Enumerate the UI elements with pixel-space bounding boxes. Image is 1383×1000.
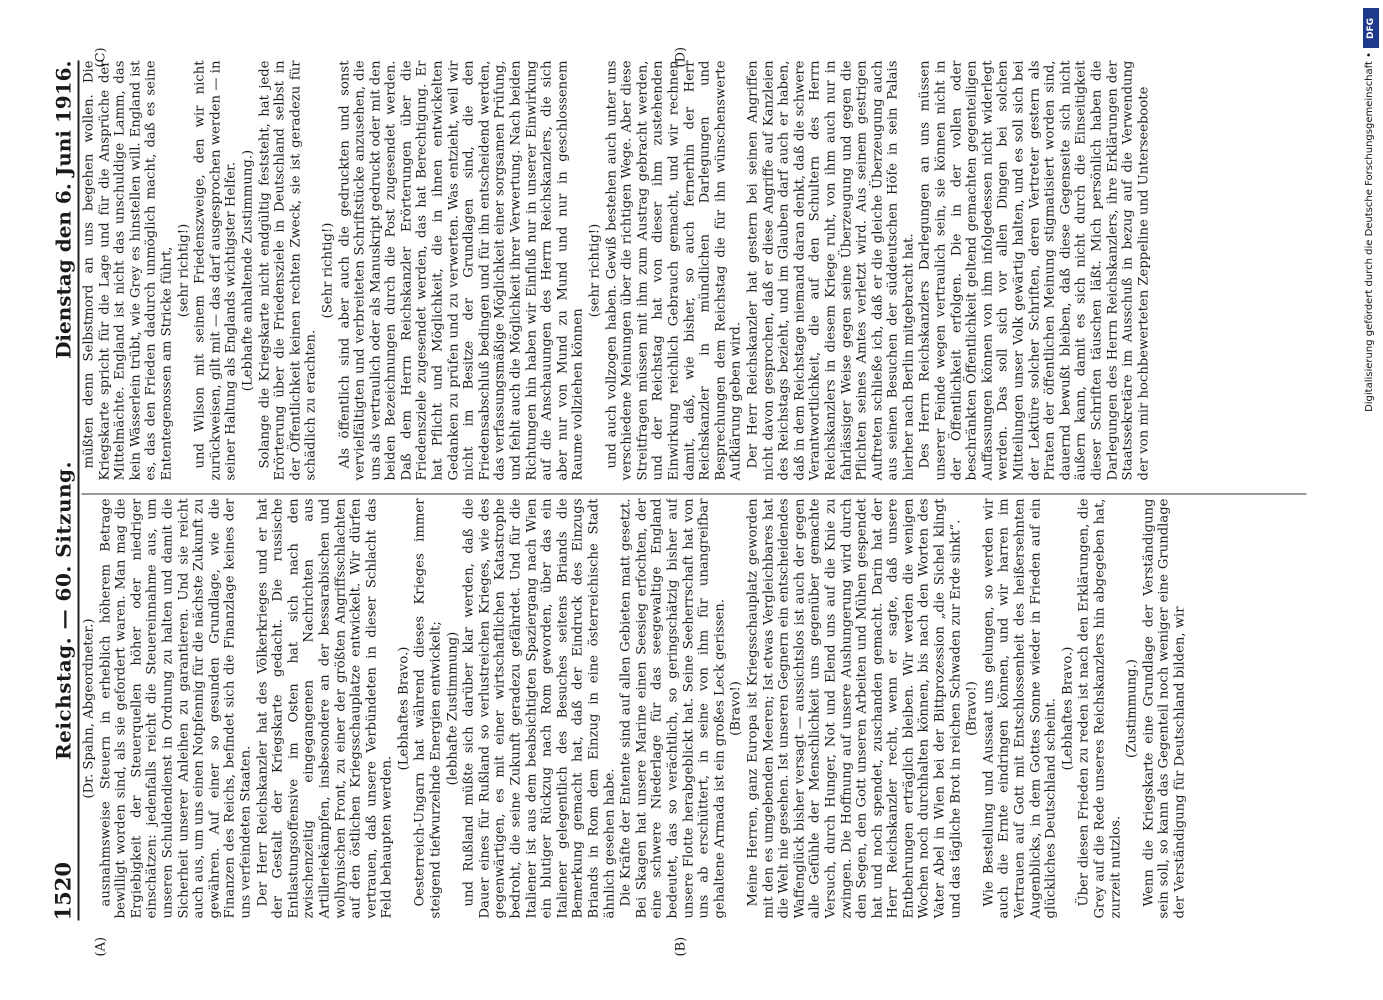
paragraph: Meine Herren, ganz Europa ist Kriegsschauplatz geworden mit den es umgebenden Meeren; Ist etwas Vergleichbares hat die Welt nie gesehen. Ist unseren Gegnern ein entscheidendes Waffenglück bisher versagt — aussichtslos ist auch der gegen alle Gefühle der Menschlichkeit uns gegenüber gemachte Versuch, durch Hunger, Not und Elend uns auf die Knie zu zwingen. Die Hoffnung auf unsere Aushungerung wird durch den Segen, den Gott unseren Arbeiten und Mühen gespendet hat und noch spendet, zuschanden gemacht. Darin hat der Herr Reichskanzler recht, wenn er sagte, daß unsere Entbehrungen erträglich bleiben. Wir werden die wenigen Wochen noch durchhalten können, bis nach den Worten des Vater Abel in Wien bei der Bittprozession „die Sichel klingt und das tägliche Brot in reichen Schwaden zur Erde sinkt“. xyxy=(744,498,963,919)
paragraph: (sehr richtig!) xyxy=(587,223,602,318)
paragraph: (Bravo!) xyxy=(964,681,980,736)
paragraph: Die Kräfte der Entente sind auf allen Gebieten matt gesetzt. Bei Skagen hat unsere Marine einen Seesieg erfochten, der eine schwere Niederlage für das seegewaltige England bedeutet, das so verächtlich, so geringschätzig bisher auf unsere Flotte herabgeblickt hat. Seine Seeherrschaft hat von uns ab erschüttert, in seine von ihm für unangreifbar gehaltene Armada ist ein großes Leck gerissen. xyxy=(618,498,727,919)
paragraph: (Bravo!) xyxy=(728,681,744,736)
paragraph: Wie Bestellung und Aussaat uns gelungen, so werden wir auch die Ernte eindringen können, und wir harren im Vertrauen auf Gott mit Entschlossenheit des heißersehnten Augenblicks, in dem Gottes Sonne wieder in Frieden auf ein glückliches Deutschland scheint. xyxy=(980,498,1059,919)
paragraph: Der Herr Reichskanzler hat des Völkerkrieges und er hat der Gestalt der Kriegskarte gedacht. Die russische Entlastungsoffensive im Osten hat sich nach den zwischenzeitig eingegangenen Nachrichten aus Artilleriekämpfen, insbesondere an der bessarabischen und wolhynischen Front, zu einer der größten Angriffsschlachten auf den östlichen Kriegsschauplatze entwickelt. Wir dürfen vertrauen, daß unsere Verbündeten in dieser Schlacht das Feld behaupten werden. xyxy=(254,498,395,919)
paragraph: (Zustimmung.) xyxy=(1124,659,1140,758)
paragraph: müßten denn Selbstmord an uns begehen wollen. Die Kriegskarte spricht für die Lage und für die Ansprüche der Mittelmächte. England ist nicht das unschuldige Lamm, das kein Wässerlein trübt, wie Grey es hinstellen will. England ist es, das den Frieden dadurch unmöglich macht, daß es seine Ententegenossen am Stricke führt, xyxy=(81,60,174,481)
paragraph: und auch vollzogen haben. Gewiß bestehen auch unter uns verschiedene Meinungen über die richtigen Wege. Aber diese Streitfragen müssen mit ihm zum Austrag gebracht werden, und der Reichstag hat von dieser ihm zustehenden Einwirkung reichlich Gebrauch gemacht, und wir rechnen damit, daß, wie bisher, so auch fernerhin der Herr Reichskanzler in mündlichen Darlegungen und Besprechungen dem Reichstag die für ihn wünschenswerte Aufklärung geben wird. xyxy=(603,60,744,481)
paragraph: und Rußland müßte sich darüber klar werden, daß die Dauer eines für Rußland so verlustreichen Krieges, wie des gegenwärtigen, es mit einer wirtschaftlichen Katastrophe bedroht, die seine Zukunft geradezu gefährdet. Und für die Italiener ist aus dem beabsichtigten Spaziergang nach Wien ein blutiger Rückzug nach Rom geworden, über das ein Italiener gelegentlich des Besuches seitens Briands die Bemerkung gemacht hat, daß der Eindruck des Einzugs Briands in Rom dem Einzug in eine österreichische Stadt ähnlich gesehen habe. xyxy=(461,498,617,919)
paragraph: Des Herrn Reichskanzlers Darlegungen an uns müssen unserer Feinde wegen vertraulich sein, sie können nicht in der Öffentlichkeit erfolgen. Die in der vollen oder beschränkten Öffentlichkeit geltend gemachten gegenteiligen Auffassungen können von ihm infolgedessen nicht widerlegt werden. Das soll sich vor allen Dingen bei solchen Mitteilungen unser Volk gewärtig halten, und es soll sich bei der Lektüre solcher Schriften, deren Vertreter gestern als Piraten der öffentlichen Meinung stigmatisiert worden sind, dauernd bewußt bleiben, daß diese Gegenseite sich nicht äußern kann, damit es sich nicht durch die Einseitigkeit dieser Schriften täuschen läßt. Mich persönlich haben die Darlegungen des Herrn Reichskanzlers, ihre Erklärungen der Staatssekretäre im Ausschuß in bezug auf die Verwendung der von mir hochbewerteten Zeppeline und Unterseeboote xyxy=(917,60,1151,481)
paragraph: (sehr richtig!) xyxy=(175,223,191,318)
margin-mark-c: (C) xyxy=(93,47,108,68)
document-page xyxy=(33,41,1318,961)
paragraph: (Lebhafte anhaltende Zustimmung.) xyxy=(239,149,255,392)
margin-mark-d: (D) xyxy=(673,46,688,68)
left-column xyxy=(81,499,1306,919)
paragraph: ausnahmsweise Steuern in erheblich höherem Betrage bewilligt worden sind, als sie gefordert waren. Man mag die Ergiebigkeit der Steuerquellen höher oder niedriger einschätzen: jedenfalls reicht die Steuereinnahme aus, um unseren Schuldendienst in Ordnung zu halten und damit die Sicherheit unserer Anleihen zu garantieren. Und sie reicht auch aus, um uns einen Notpfennig für die nächste Zukunft zu gewähren. Auf einer so gesunden Grundlage, wie die Finanzen des Reichs, befindet sich die Finanzlage keines der uns verfeindeten Staaten. xyxy=(97,498,253,919)
page-header xyxy=(41,61,79,921)
margin-mark-b: (B) xyxy=(673,936,688,957)
paragraph: und Wilson mit seinem Friedenszweige, den wir nicht zurückweisen, gilt mit — das darf ausgesprochen werden — in seiner Haltung als Englands wichtigster Helfer. xyxy=(192,60,239,481)
paragraph: (Lebhaftes Bravo.) xyxy=(1059,646,1075,771)
paragraph: (Lebhaftes Bravo.) xyxy=(395,646,411,771)
dfg-logo: DFG xyxy=(1363,8,1379,48)
paragraph: (lebhafte Zustimmung) xyxy=(444,631,460,786)
paragraph: Als öffentlich sind aber auch die gedruckten und sonst vervielfältigten und verbreiteten Schriftstücke anzusehen, die uns als vertraulich oder als Manuskript gedruckt oder mit den beiden Bezeichnungen durch die Post zugesendet werden. Daß dem Herrn Reichskanzler Erörterungen über die Friedensziele zugesendet werden, das hat Berechtigung. Er hat Pflicht und Möglichkeit, die in ihnen entwickelten Gedanken zu prüfen und zu verwerten. Was entzieht, weil wir nicht im Besitze der Grundlagen sind, die den Friedensabschluß bedingen und für ihn entscheidend werden, das verfassungsmäßige Möglichkeit einer sorgsamen Prüfung, und fehlt auch die Möglichkeit ihrer Verwertung. Nach beiden Richtungen hin haben wir Einfluß nur in unserer Einwirkung auf die Anschauungen des Herrn Reichskanzlers, die sich aber nur von Mund zu Mund und nur in geschlossenem Raume vollziehen können xyxy=(336,60,586,481)
margin-mark-a: (A) xyxy=(93,936,108,957)
watermark xyxy=(1361,0,1381,1000)
page-number: 1520 xyxy=(50,862,75,921)
header-title: Reichstag. — 60. Sitzung. xyxy=(51,461,75,760)
paragraph: (Sehr richtig!) xyxy=(319,222,335,319)
paragraph: (Dr. Spahn, Abgeordneter.) xyxy=(81,618,96,799)
paragraph: Wenn die Kriegskarte eine Grundlage der Verständigung sein soll, so kann das Gegenteil noch weniger eine Grundlage der Verständigung für Deutschland bilden, wir xyxy=(1140,498,1187,919)
paragraph: Oesterreich-Ungarn hat während dieses Krieges immer steigend tiefwurzelnde Energien entwickelt; xyxy=(412,498,444,919)
column-divider xyxy=(81,494,1306,495)
paragraph: Solange die Kriegskarte nicht endgültig feststeht, hat jede Erörterung über die Friedensziele in Deutschland selbst in der Öffentlichkeit keinen rechten Zweck, sie ist geradezu für schädlich zu erachten. xyxy=(256,60,319,481)
header-date: Dienstag den 6. Juni 1916. xyxy=(51,60,75,359)
right-column xyxy=(81,61,1306,481)
paragraph: Über diesen Frieden zu reden ist nach den Erklärungen, die Grey auf die Rede unseres Reichskanzlers hin abgegeben hat, zurzeit nutzlos. xyxy=(1076,498,1123,919)
paragraph: Der Herr Reichskanzler hat gestern bei seinen Angriffen nicht davon gesprochen, daß er diese Angriffe auf Kanzleien des Reichstags bezieht, und im Glauben darf auch er haben, daß in dem Reichstage niemand daran denkt, daß die schwere Verantwortlichkeit, die auf den Schultern des Herrn Reichskanzlers in diesem Kriege ruht, von ihm auch nur in fahrlässiger Weise gegen seine Überzeugung und gegen die Pflichten seines Amtes verletzt wird. Aus seinem gestrigen Auftreten schließe ich, daß er die gleiche Überzeugung auch aus seinen Besuchen der süddeutschen Höfe in sein Palais hierher nach Berlin mitgebracht hat. xyxy=(744,60,916,481)
watermark-text: Digitalisierung gefördert durch die Deutsche Forschungsgemeinschaft • xyxy=(1364,52,1375,412)
